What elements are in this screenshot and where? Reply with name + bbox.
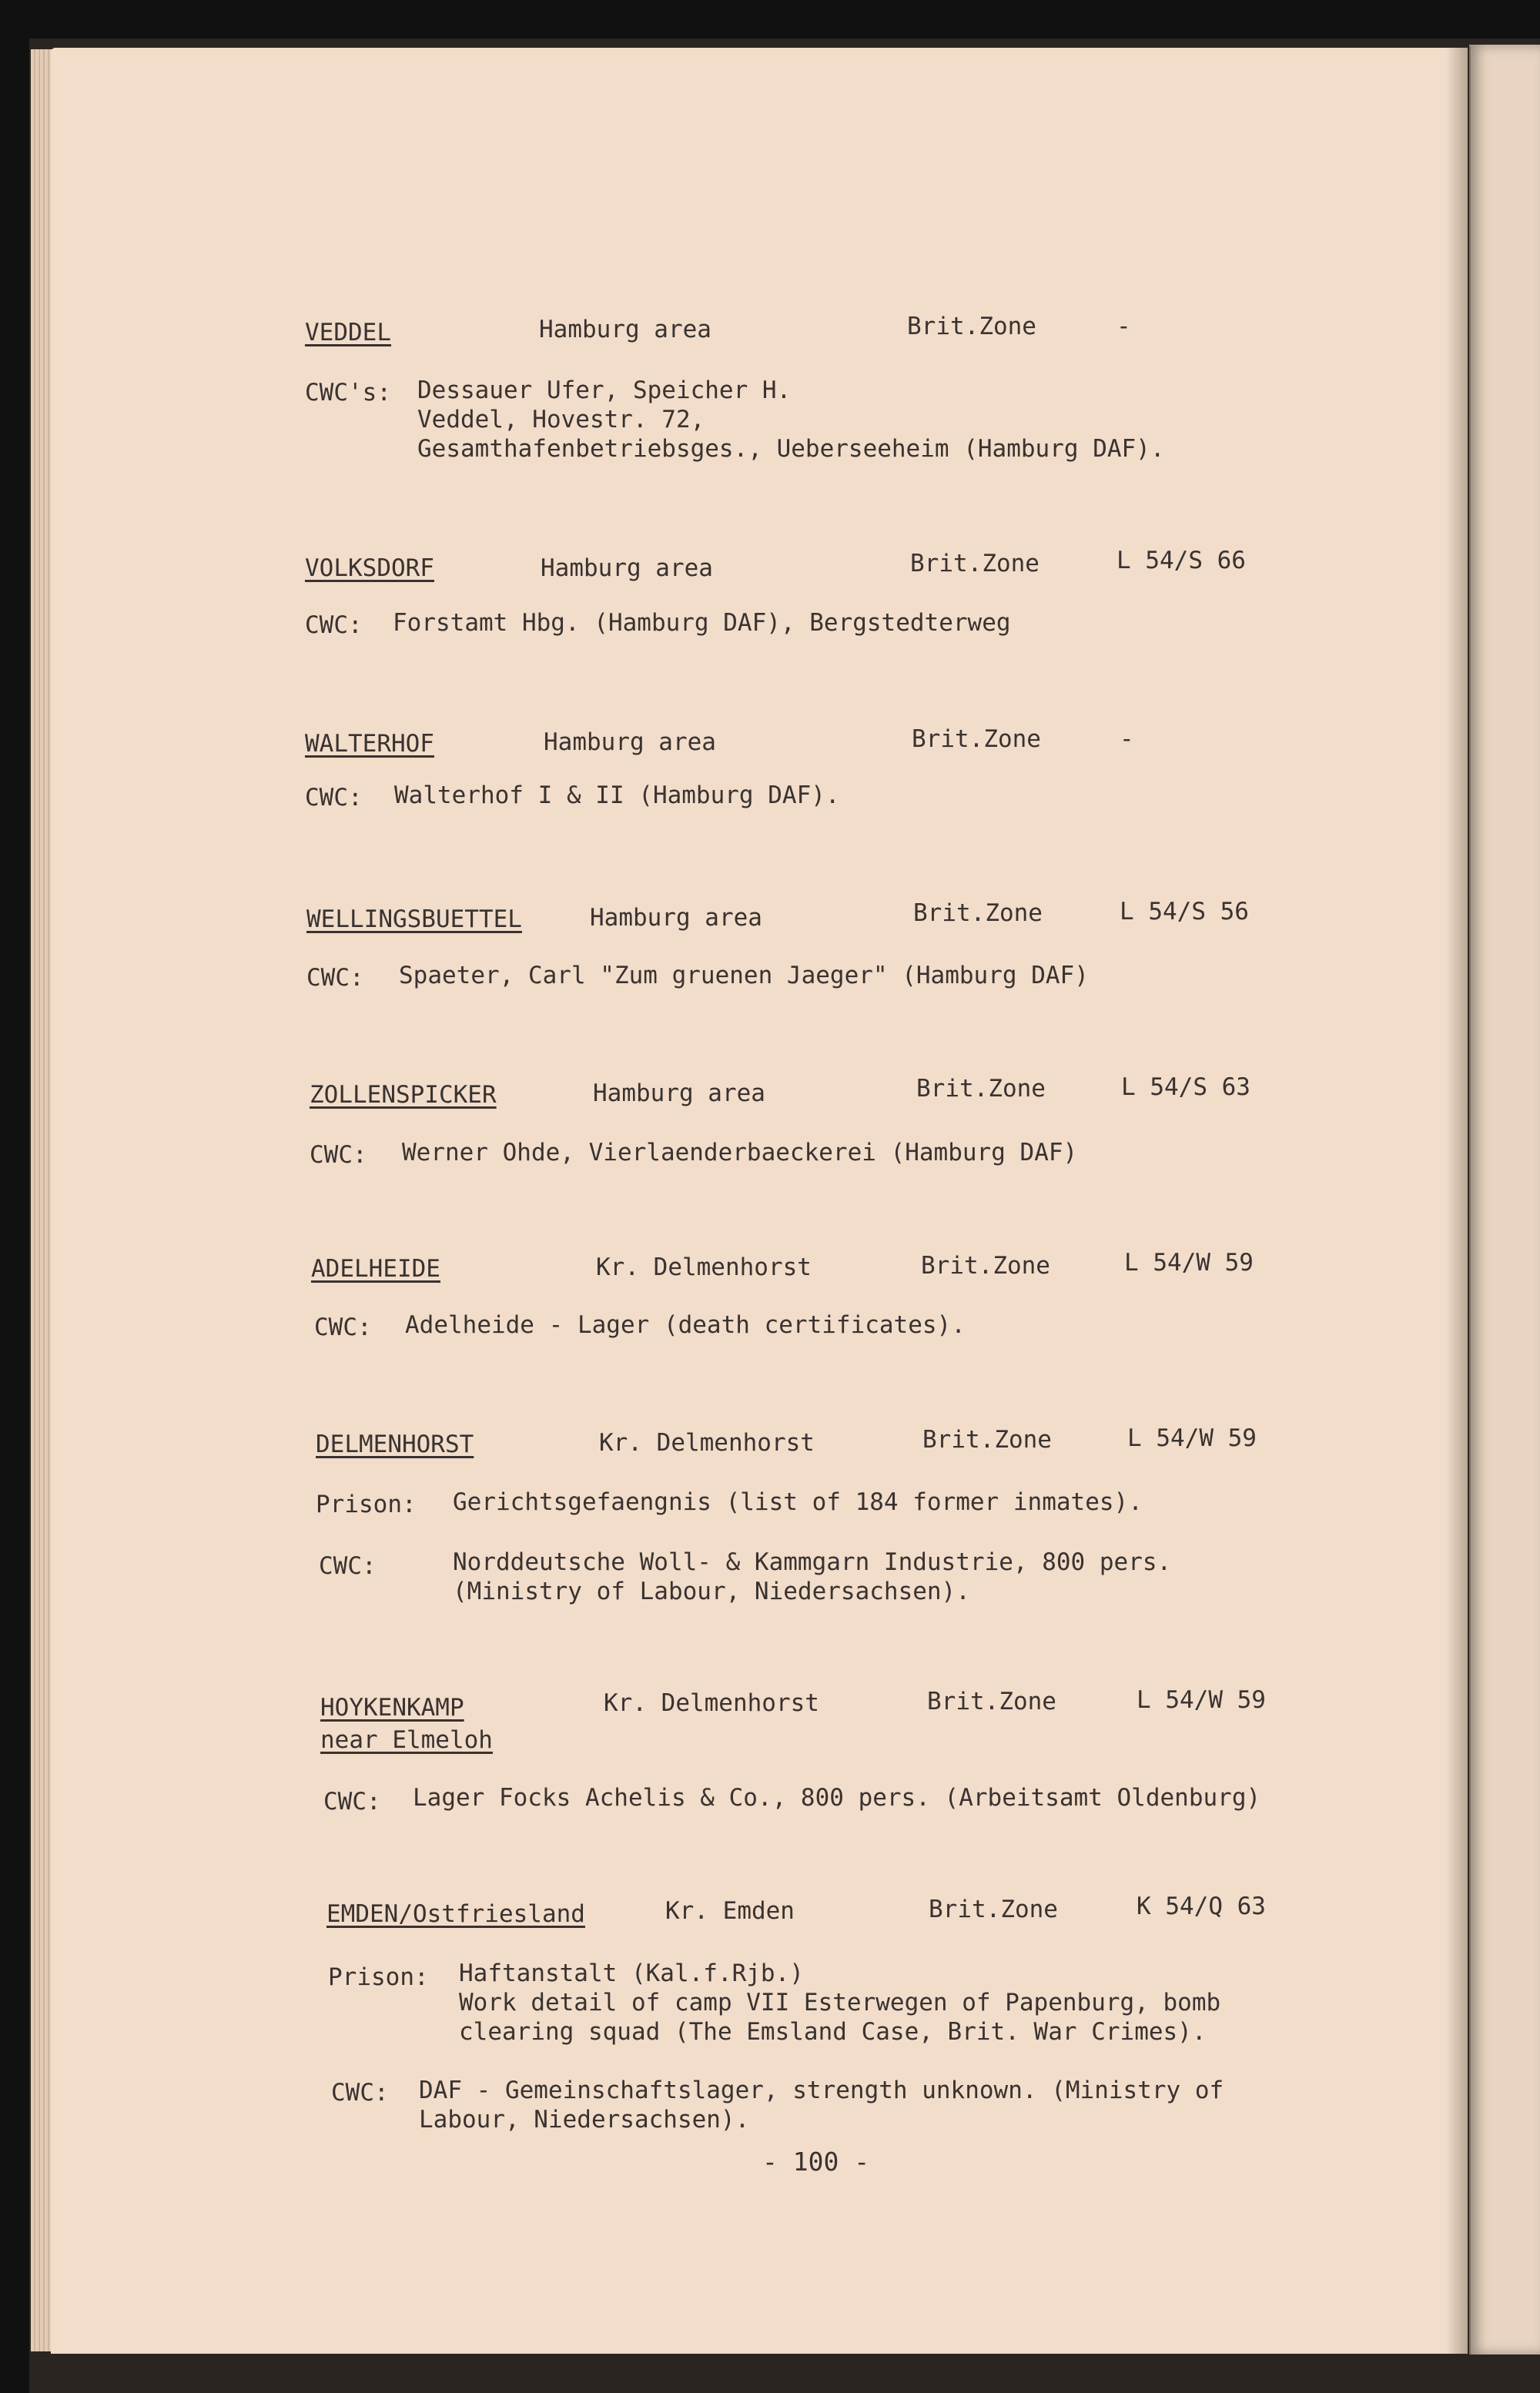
area: Hamburg area: [541, 554, 713, 582]
map-ref: L 54/W 59: [1137, 1686, 1266, 1714]
section-label: CWC:: [305, 784, 363, 812]
place-name: VOLKSDORF: [305, 554, 434, 582]
section-label: CWC's:: [305, 379, 391, 407]
detail-line: Norddeutsche Woll- & Kammgarn Industrie, 800 pers.: [453, 1548, 1172, 1576]
area: Hamburg area: [593, 1079, 765, 1107]
map-ref: L 54/W 59: [1127, 1424, 1257, 1452]
place-name: VEDDEL: [305, 319, 391, 346]
detail-line: Haftanstalt (Kal.f.Rjb.): [459, 1960, 804, 1987]
detail-line: Adelheide - Lager (death certificates).: [405, 1311, 966, 1339]
section-label: Prison:: [328, 1963, 429, 1991]
detail-line: Spaeter, Carl "Zum gruenen Jaeger" (Hamburg DAF): [399, 962, 1089, 989]
area: Hamburg area: [544, 728, 716, 756]
place-name: DELMENHORST: [316, 1431, 474, 1458]
page-gutter: [1446, 46, 1471, 2355]
detail-line: Gesamthafenbetriebsges., Ueberseeheim (Hamburg DAF).: [417, 435, 1165, 463]
detail-line: DAF - Gemeinschaftslager, strength unknown. (Ministry of: [419, 2077, 1224, 2104]
zone: Brit.Zone: [907, 313, 1036, 340]
map-ref: L 54/S 56: [1120, 898, 1249, 925]
section-label: CWC:: [310, 1141, 367, 1169]
detail-line: Werner Ohde, Vierlaenderbaeckerei (Hamburg DAF): [402, 1139, 1078, 1166]
section-label: CWC:: [306, 964, 364, 992]
detail-line: Labour, Niedersachsen).: [419, 2106, 750, 2134]
map-ref: L 54/S 63: [1121, 1073, 1250, 1101]
detail-line: Forstamt Hbg. (Hamburg DAF), Bergstedterweg: [393, 609, 1011, 637]
detail-line: Walterhof I & II (Hamburg DAF).: [394, 781, 840, 809]
place-name: WALTERHOF: [305, 730, 434, 758]
map-ref: K 54/Q 63: [1137, 1893, 1266, 1920]
section-label: CWC:: [331, 2079, 389, 2107]
detail-line: Lager Focks Achelis & Co., 800 pers. (Arbeitsamt Oldenburg): [413, 1784, 1261, 1812]
place-name: HOYKENKAMP: [320, 1694, 464, 1722]
section-label: CWC:: [319, 1552, 377, 1580]
detail-line: Work detail of camp VII Esterwegen of Papenburg, bomb: [459, 1989, 1221, 2016]
area: Kr. Emden: [665, 1897, 795, 1925]
zone: Brit.Zone: [916, 1075, 1046, 1103]
zone: Brit.Zone: [922, 1426, 1052, 1454]
area: Hamburg area: [539, 316, 711, 343]
detail-line: Veddel, Hovestr. 72,: [417, 406, 705, 433]
detail-line: clearing squad (The Emsland Case, Brit. War Crimes).: [459, 2018, 1207, 2046]
zone: Brit.Zone: [913, 899, 1043, 927]
place-name: ZOLLENSPICKER: [310, 1081, 497, 1109]
map-ref: L 54/W 59: [1124, 1249, 1254, 1277]
area: Kr. Delmenhorst: [599, 1429, 815, 1457]
zone: Brit.Zone: [927, 1688, 1056, 1715]
zone: Brit.Zone: [912, 725, 1041, 753]
facing-page-edge: [1469, 45, 1540, 2355]
area: Kr. Delmenhorst: [596, 1253, 812, 1281]
map-ref: L 54/S 66: [1116, 547, 1246, 574]
zone: Brit.Zone: [921, 1252, 1050, 1280]
place-name-line2: near Elmeloh: [320, 1726, 493, 1754]
map-ref: -: [1116, 313, 1131, 340]
section-label: Prison:: [316, 1491, 417, 1518]
detail-line: Dessauer Ufer, Speicher H.: [417, 377, 792, 404]
section-label: CWC:: [314, 1314, 372, 1341]
section-label: CWC:: [323, 1788, 381, 1816]
detail-line: (Ministry of Labour, Niedersachsen).: [453, 1578, 970, 1605]
area: Hamburg area: [590, 904, 762, 932]
place-name: EMDEN/Ostfriesland: [326, 1900, 585, 1928]
map-ref: -: [1120, 725, 1134, 753]
place-name: ADELHEIDE: [311, 1255, 440, 1283]
section-label: CWC:: [305, 611, 363, 639]
area: Kr. Delmenhorst: [604, 1689, 819, 1717]
page-number: - 100 -: [762, 2147, 870, 2177]
zone: Brit.Zone: [929, 1896, 1058, 1923]
zone: Brit.Zone: [910, 550, 1040, 577]
place-name: WELLINGSBUETTEL: [306, 905, 522, 933]
detail-line: Gerichtsgefaengnis (list of 184 former inmates).: [453, 1488, 1143, 1516]
